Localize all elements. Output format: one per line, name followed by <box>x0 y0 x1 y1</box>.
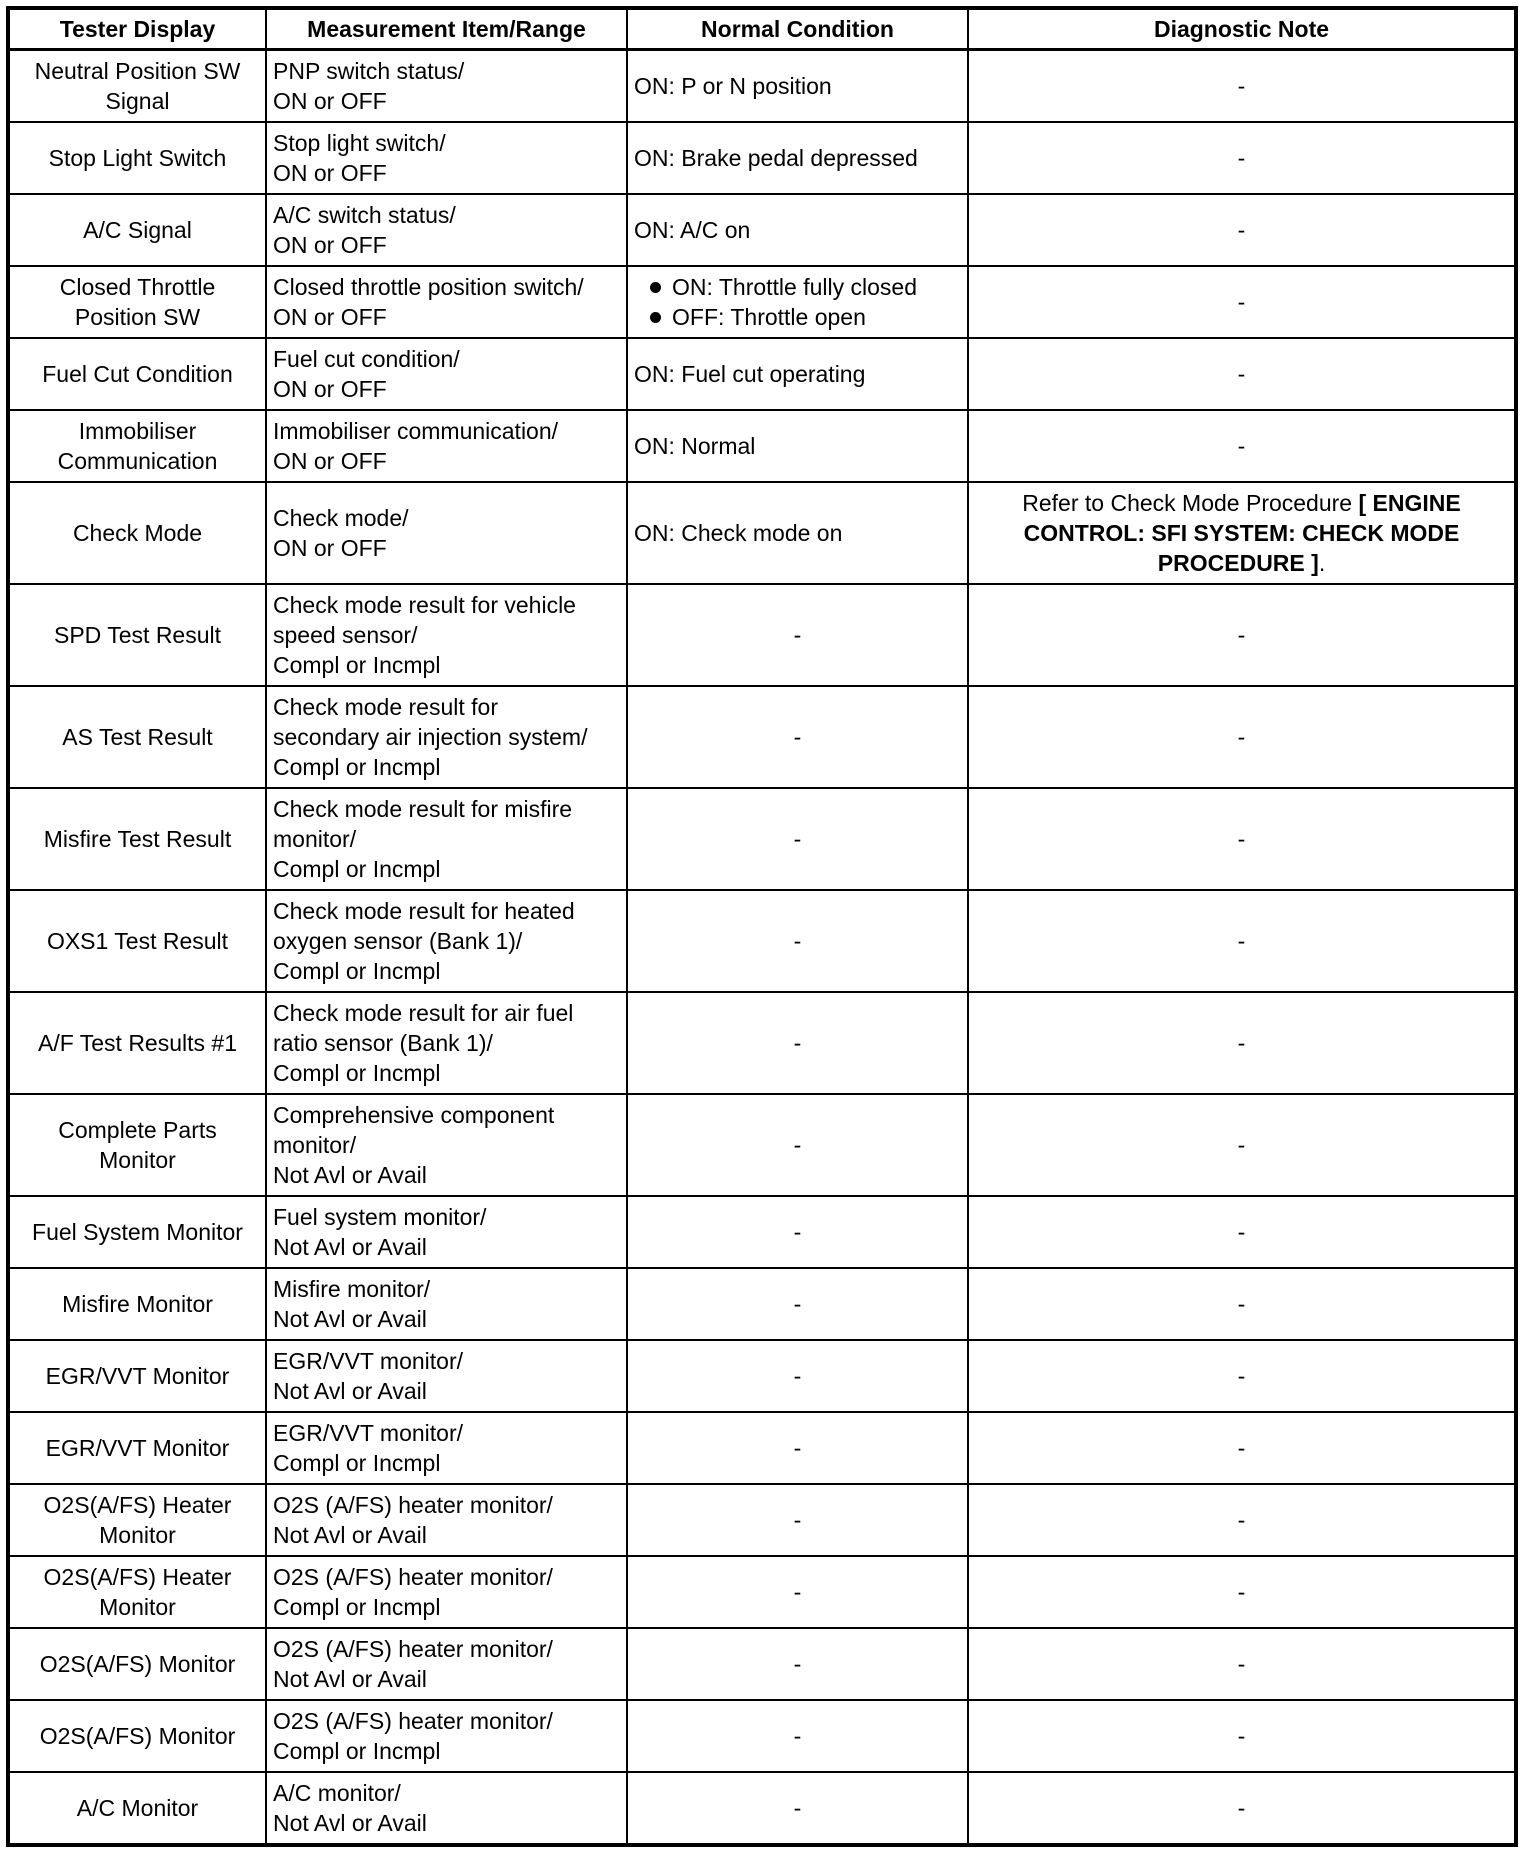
normal-condition-cell: - <box>627 1772 968 1845</box>
note-period: . <box>1318 550 1326 576</box>
tester-display-cell: Check Mode <box>8 482 266 584</box>
measurement-item-cell: EGR/VVT monitor/ Not Avl or Avail <box>266 1340 627 1412</box>
diagnostic-note-cell: - <box>968 50 1516 123</box>
normal-condition-cell: ON: Check mode on <box>627 482 968 584</box>
list-item: OFF: Throttle open <box>654 302 961 332</box>
normal-condition-cell: - <box>627 788 968 890</box>
normal-condition-cell: - <box>627 584 968 686</box>
diagnostic-note-cell: - <box>968 1412 1516 1484</box>
tester-display-cell: EGR/VVT Monitor <box>8 1412 266 1484</box>
measurement-item-cell: Immobiliser communication/ ON or OFF <box>266 410 627 482</box>
normal-condition-cell: - <box>627 890 968 992</box>
header-diagnostic-note: Diagnostic Note <box>968 8 1516 50</box>
table-row <box>8 122 1516 194</box>
header-row <box>8 8 1516 50</box>
measurement-item-cell: Check mode/ ON or OFF <box>266 482 627 584</box>
diagnostic-note-cell: - <box>968 266 1516 338</box>
tester-display-cell: A/C Monitor <box>8 1772 266 1845</box>
diagnostic-note-cell: - <box>968 1556 1516 1628</box>
normal-condition-cell: - <box>627 1268 968 1340</box>
normal-condition-cell: ON: Fuel cut operating <box>627 338 968 410</box>
measurement-item-cell: Check mode result for heated oxygen sensor (Bank 1)/ Compl or Incmpl <box>266 890 627 992</box>
normal-condition-cell: - <box>627 1340 968 1412</box>
normal-condition-cell: - <box>627 1412 968 1484</box>
measurement-item-cell: Fuel system monitor/ Not Avl or Avail <box>266 1196 627 1268</box>
diagnostic-note-cell: - <box>968 122 1516 194</box>
diagnostic-note-cell: - <box>968 584 1516 686</box>
diagnostic-note-cell: - <box>968 1628 1516 1700</box>
diagnostic-note-cell: - <box>968 890 1516 992</box>
measurement-item-cell: Check mode result for vehicle speed sensor/ Compl or Incmpl <box>266 584 627 686</box>
header-measurement-item: Measurement Item/Range <box>266 8 627 50</box>
table-row <box>8 410 1516 482</box>
normal-condition-cell: - <box>627 686 968 788</box>
tester-display-cell: Misfire Monitor <box>8 1268 266 1340</box>
tester-display-cell: Immobiliser Communication <box>8 410 266 482</box>
header-normal-condition: Normal Condition <box>627 8 968 50</box>
tester-display-cell: O2S(A/FS) Heater Monitor <box>8 1556 266 1628</box>
measurement-item-cell: Check mode result for air fuel ratio sensor (Bank 1)/ Compl or Incmpl <box>266 992 627 1094</box>
normal-condition-cell <box>627 266 968 338</box>
measurement-item-cell: O2S (A/FS) heater monitor/ Not Avl or Avail <box>266 1484 627 1556</box>
data-list-table <box>6 6 1518 1847</box>
normal-condition-cell: - <box>627 1556 968 1628</box>
diagnostic-note-cell: - <box>968 686 1516 788</box>
normal-condition-cell: - <box>627 1484 968 1556</box>
tester-display-cell: Misfire Test Result <box>8 788 266 890</box>
normal-condition-cell: - <box>627 1628 968 1700</box>
table-row <box>8 266 1516 338</box>
tester-display-cell: O2S(A/FS) Monitor <box>8 1628 266 1700</box>
table-row <box>8 992 1516 1094</box>
tester-display-cell: Closed Throttle Position SW <box>8 266 266 338</box>
measurement-item-cell: Fuel cut condition/ ON or OFF <box>266 338 627 410</box>
diagnostic-note-cell: - <box>968 1772 1516 1845</box>
table-row <box>8 890 1516 992</box>
table-row <box>8 788 1516 890</box>
header-tester-display: Tester Display <box>8 8 266 50</box>
measurement-item-cell: O2S (A/FS) heater monitor/ Compl or Incmpl <box>266 1700 627 1772</box>
normal-condition-cell: ON: Normal <box>627 410 968 482</box>
normal-condition-cell: ON: A/C on <box>627 194 968 266</box>
diagnostic-note-cell: - <box>968 1268 1516 1340</box>
diagnostic-note-cell: - <box>968 1094 1516 1196</box>
table-row <box>8 50 1516 123</box>
table-row <box>8 338 1516 410</box>
table-row <box>8 1340 1516 1412</box>
diagnostic-note-cell: - <box>968 1484 1516 1556</box>
measurement-item-cell: Stop light switch/ ON or OFF <box>266 122 627 194</box>
measurement-item-cell: A/C monitor/ Not Avl or Avail <box>266 1772 627 1845</box>
table-row <box>8 1094 1516 1196</box>
diagnostic-note-cell: - <box>968 194 1516 266</box>
list-item: ON: Throttle fully closed <box>654 272 961 302</box>
diagnostic-note-cell: - <box>968 1700 1516 1772</box>
tester-display-cell: A/C Signal <box>8 194 266 266</box>
normal-condition-cell: - <box>627 1196 968 1268</box>
note-reference-link[interactable]: [ ENGINE CONTROL: SFI SYSTEM: CHECK MODE PROCEDURE ] <box>1023 490 1461 576</box>
table-row <box>8 1772 1516 1845</box>
measurement-item-cell: O2S (A/FS) heater monitor/ Not Avl or Avail <box>266 1628 627 1700</box>
table-row <box>8 1484 1516 1556</box>
table-row <box>8 584 1516 686</box>
tester-display-cell: A/F Test Results #1 <box>8 992 266 1094</box>
tester-display-cell: AS Test Result <box>8 686 266 788</box>
normal-condition-cell: ON: Brake pedal depressed <box>627 122 968 194</box>
diagnostic-note-cell <box>968 482 1516 584</box>
tester-display-cell: O2S(A/FS) Heater Monitor <box>8 1484 266 1556</box>
table-row <box>8 482 1516 584</box>
tester-display-cell: O2S(A/FS) Monitor <box>8 1700 266 1772</box>
normal-condition-cell: - <box>627 992 968 1094</box>
table-row <box>8 194 1516 266</box>
normal-condition-cell: - <box>627 1700 968 1772</box>
measurement-item-cell: O2S (A/FS) heater monitor/ Compl or Incmpl <box>266 1556 627 1628</box>
tester-display-cell: EGR/VVT Monitor <box>8 1340 266 1412</box>
table-row <box>8 1412 1516 1484</box>
diagnostic-note-cell: - <box>968 1196 1516 1268</box>
table-row <box>8 1268 1516 1340</box>
tester-display-cell: Fuel Cut Condition <box>8 338 266 410</box>
normal-condition-cell: ON: P or N position <box>627 50 968 123</box>
diagnostic-note-cell: - <box>968 338 1516 410</box>
tester-display-cell: Fuel System Monitor <box>8 1196 266 1268</box>
normal-condition-list <box>634 272 961 332</box>
measurement-item-cell: A/C switch status/ ON or OFF <box>266 194 627 266</box>
table-row <box>8 1556 1516 1628</box>
measurement-item-cell: Closed throttle position switch/ ON or OFF <box>266 266 627 338</box>
tester-display-cell: SPD Test Result <box>8 584 266 686</box>
tester-display-cell: OXS1 Test Result <box>8 890 266 992</box>
tester-display-cell: Stop Light Switch <box>8 122 266 194</box>
table-row <box>8 1628 1516 1700</box>
measurement-item-cell: PNP switch status/ ON or OFF <box>266 50 627 123</box>
diagnostic-note-cell: - <box>968 1340 1516 1412</box>
table-row <box>8 1196 1516 1268</box>
normal-condition-cell: - <box>627 1094 968 1196</box>
measurement-item-cell: Check mode result for secondary air injection system/ Compl or Incmpl <box>266 686 627 788</box>
note-text: Refer to Check Mode Procedure <box>1022 490 1359 516</box>
measurement-item-cell: Check mode result for misfire monitor/ Compl or Incmpl <box>266 788 627 890</box>
measurement-item-cell: Misfire monitor/ Not Avl or Avail <box>266 1268 627 1340</box>
diagnostic-note-cell: - <box>968 992 1516 1094</box>
diagnostic-note-cell: - <box>968 788 1516 890</box>
tester-display-cell: Complete Parts Monitor <box>8 1094 266 1196</box>
measurement-item-cell: EGR/VVT monitor/ Compl or Incmpl <box>266 1412 627 1484</box>
diagnostic-note-cell: - <box>968 410 1516 482</box>
tester-display-cell: Neutral Position SW Signal <box>8 50 266 123</box>
measurement-item-cell: Comprehensive component monitor/ Not Avl or Avail <box>266 1094 627 1196</box>
table-row <box>8 686 1516 788</box>
table-row <box>8 1700 1516 1772</box>
